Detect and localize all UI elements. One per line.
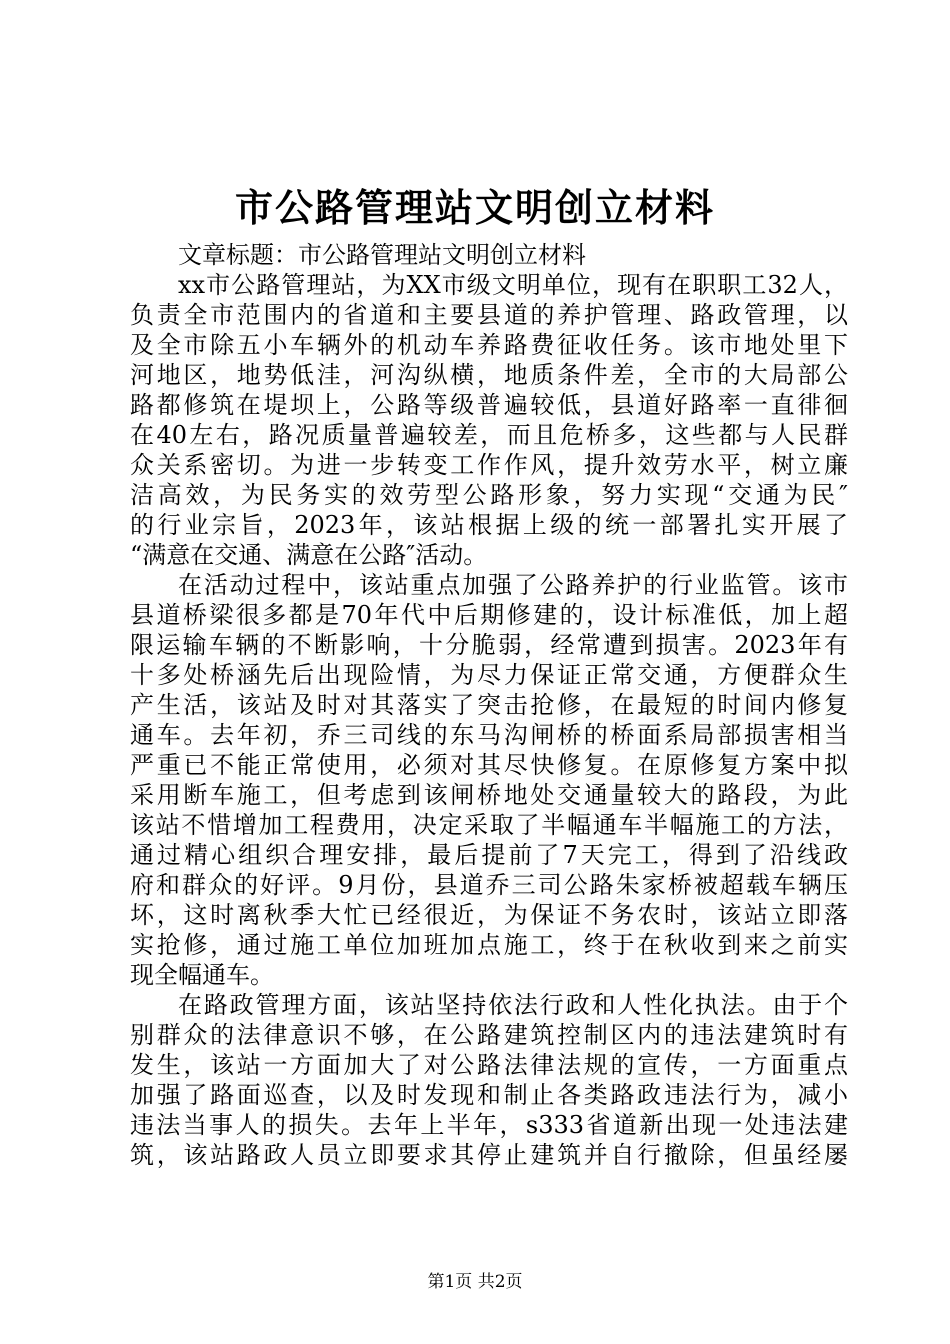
page-footer	[0, 1271, 950, 1293]
body-line: 的行业宗旨，2023年，该站根据上级的统一部署扎实开展了	[130, 511, 848, 539]
body-line: 县道桥梁很多都是70年代中后期修建的，设计标准低，加上超	[130, 601, 848, 629]
body-line: 在40左右，路况质量普遍较差，而且危桥多，这些都与人民群	[130, 421, 848, 449]
document-title: 市公路管理站文明创立材料	[234, 185, 715, 230]
body-line: 通车。去年初，乔三司线的东马沟闸桥的桥面系局部损害相当	[130, 721, 848, 749]
body-line: 在活动过程中，该站重点加强了公路养护的行业监管。该市	[178, 571, 848, 599]
article-title-line: 文章标题：市公路管理站文明创立材料	[178, 241, 586, 269]
body-line: 坏，这时离秋季大忙已经很近，为保证不务农时，该站立即落	[130, 901, 848, 929]
page-number: 第1页 共2页	[427, 1272, 523, 1292]
body-line: 限运输车辆的不断影响，十分脆弱，经常遭到损害。2023年有	[130, 631, 848, 659]
body-line: 实抢修，通过施工单位加班加点施工，终于在秋收到来之前实	[130, 931, 848, 959]
body-line: 现全幅通车。	[130, 961, 274, 989]
body-line: 筑，该站路政人员立即要求其停止建筑并自行撤除，但虽经屡	[130, 1141, 848, 1169]
body-line: 及全市除五小车辆外的机动车养路费征收任务。该市地处里下	[130, 331, 848, 359]
body-line: 违法当事人的损失。去年上半年，s333省道新出现一处违法建	[130, 1111, 848, 1139]
body-line: 河地区，地势低洼，河沟纵横，地质条件差，全市的大局部公	[130, 361, 848, 389]
body-line: 别群众的法律意识不够，在公路建筑控制区内的违法建筑时有	[130, 1021, 848, 1049]
body-line: “满意在交通、满意在公路″活动。	[130, 541, 488, 569]
body-line: 采用断车施工，但考虑到该闸桥地处交通量较大的路段，为此	[130, 781, 848, 809]
body-line: 发生，该站一方面加大了对公路法律法规的宣传，一方面重点	[130, 1051, 848, 1079]
body-line: xx市公路管理站，为XX市级文明单位，现有在职职工32人，	[178, 271, 848, 299]
body-line: 该站不惜增加工程费用，决定采取了半幅通车半幅施工的方法，	[130, 811, 848, 839]
body-line: 路都修筑在堤坝上，公路等级普遍较低，县道好路率一直徘徊	[130, 391, 848, 419]
body-line: 通过精心组织合理安排，最后提前了7天完工，得到了沿线政	[130, 841, 848, 869]
body-line: 产生活，该站及时对其落实了突击抢修，在最短的时间内修复	[130, 691, 848, 719]
body-line: 十多处桥涵先后出现险情，为尽力保证正常交通，方便群众生	[130, 661, 848, 689]
body-line: 洁高效，为民务实的效劳型公路形象，努力实现“交通为民″	[130, 481, 848, 509]
body-line: 在路政管理方面，该站坚持依法行政和人性化执法。由于个	[178, 991, 848, 1019]
body-line: 负责全市范围内的省道和主要县道的养护管理、路政管理，以	[130, 301, 848, 329]
body-line: 府和群众的好评。9月份，县道乔三司公路朱家桥被超载车辆压	[130, 871, 848, 899]
body-line: 众关系密切。为进一步转变工作作风，提升效劳水平，树立廉	[130, 451, 848, 479]
body-line: 加强了路面巡查，以及时发现和制止各类路政违法行为，减小	[130, 1081, 848, 1109]
body-line: 严重已不能正常使用，必须对其尽快修复。在原修复方案中拟	[130, 751, 848, 779]
document-body	[130, 240, 848, 1170]
